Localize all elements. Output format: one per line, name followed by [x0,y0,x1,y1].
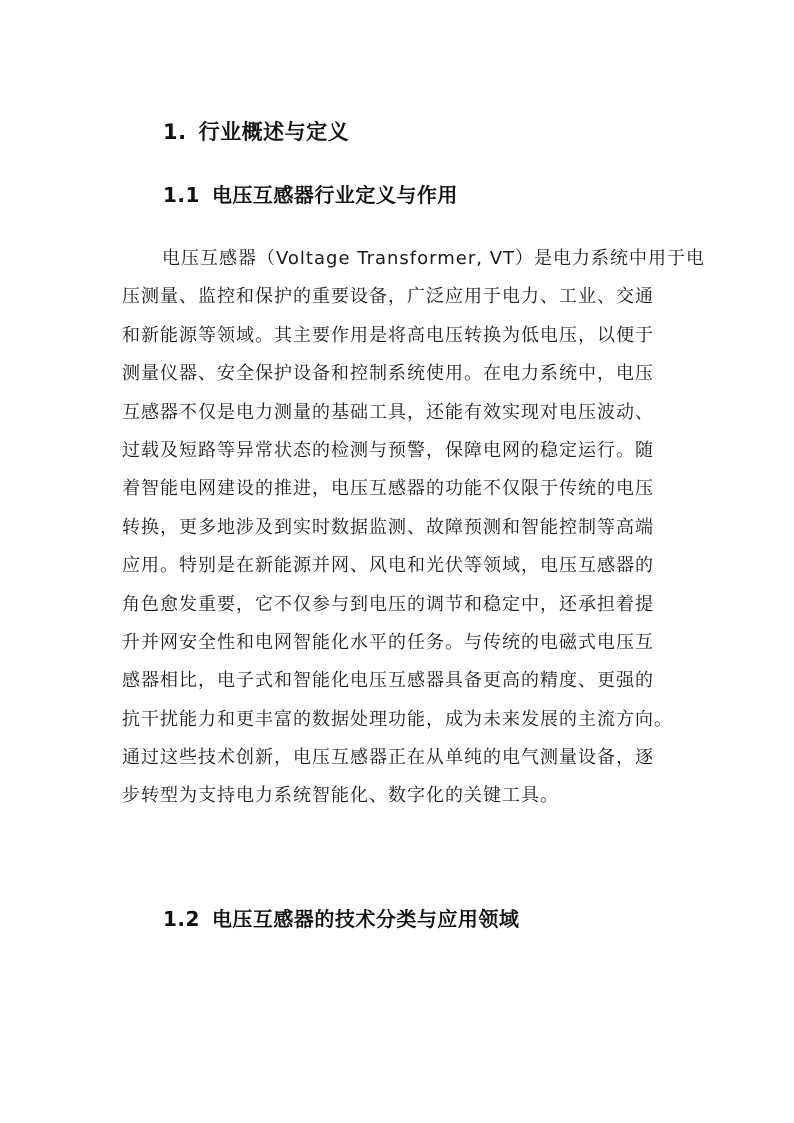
section-number: 1.2 [163,907,200,931]
paragraph-line: 着智能电网建设的推进，电压互感器的功能不仅限于传统的电压 [122,478,654,500]
paragraph-line: 过载及短路等异常状态的检测与预警，保障电网的稳定运行。随 [122,439,654,461]
section-number: 1.1 [163,183,200,207]
paragraph-line: 和新能源等领域。其主要作用是将高电压转换为低电压，以便于 [122,324,654,346]
body-paragraph [122,240,705,816]
chapter-heading [163,116,349,146]
paragraph-line: 压测量、监控和保护的重要设备，广泛应用于电力、工业、交通 [122,286,654,308]
paragraph-line: 转换，更多地涉及到实时数据监测、故障预测和智能控制等高端 [122,516,654,538]
section-title: 电压互感器的技术分类与应用领域 [211,907,520,931]
paragraph-line: 通过这些技术创新，电压互感器正在从单纯的电气测量设备，逐 [122,747,654,769]
section-title: 电压互感器行业定义与作用 [211,183,458,207]
paragraph-line: 应用。特别是在新能源并网、风电和光伏等领域，电压互感器的 [122,555,654,577]
paragraph-line: 感器相比，电子式和智能化电压互感器具备更高的精度、更强的 [122,670,654,692]
paragraph-line: 抗干扰能力和更丰富的数据处理功能，成为未来发展的主流方向。 [122,708,673,730]
section-heading-1-2 [163,903,519,932]
paragraph-line: 升并网安全性和电网智能化水平的任务。与传统的电磁式电压互 [122,631,654,653]
paragraph-line: 互感器不仅是电力测量的基础工具，还能有效实现对电压波动、 [122,401,654,423]
paragraph-line: 电压互感器（Voltage Transformer, VT）是电力系统中用于电 [162,248,705,269]
chapter-number: 1. [163,120,187,144]
paragraph-line: 步转型为支持电力系统智能化、数字化的关键工具。 [122,785,559,807]
chapter-title: 行业概述与定义 [198,120,350,144]
section-heading-1-1 [163,179,458,208]
paragraph-line: 测量仪器、安全保护设备和控制系统使用。在电力系统中，电压 [122,363,654,385]
paragraph-line: 角色愈发重要，它不仅参与到电压的调节和稳定中，还承担着提 [122,593,654,615]
